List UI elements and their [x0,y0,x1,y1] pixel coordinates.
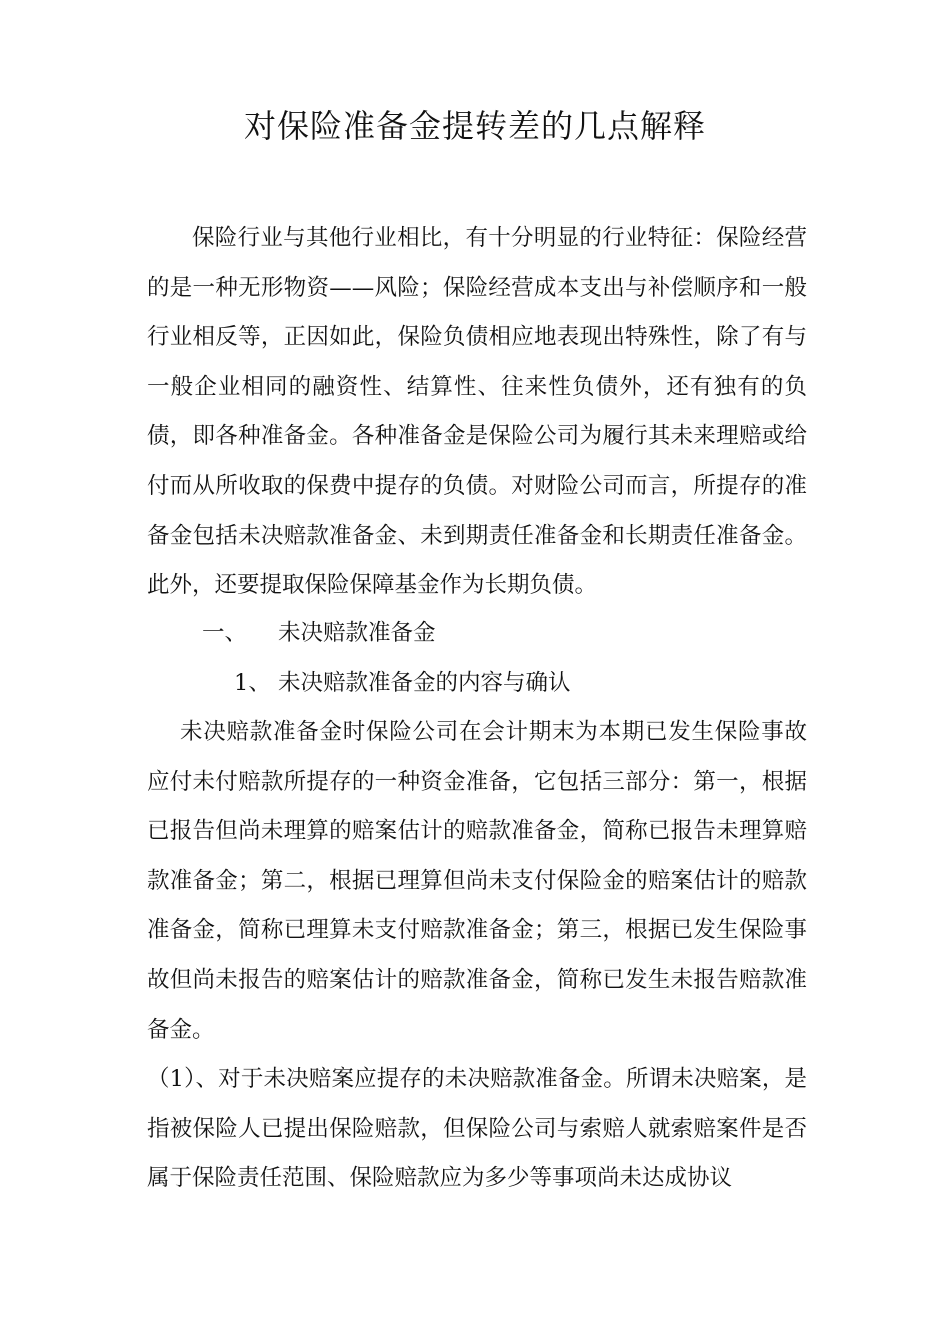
subsection-heading-1-text: 未决赔款准备金的内容与确认 [278,670,571,696]
paragraph-intro: 保险行业与其他行业相比，有十分明显的行业特征：保险经营的是一种无形物资——风险；保险经营成本支出与补偿顺序和一般行业相反等，正因如此，保险负债相应地表现出特殊性，除了有与一般企业相同的融资性、结算性、往来性负债外，还有独有的负债，即各种准备金。各种准备金是保险公司为履行其未来理赔或给付而从所收取的保费中提存的负债。对财险公司而言，所提存的准备金包括未决赔款准备金、未到期责任准备金和长期责任准备金。此外，还要提取保险保障基金作为长期负债。 [147,225,807,599]
section-heading-1 [202,609,436,659]
subsection-heading-1 [234,659,571,709]
subsection-heading-1-number: 1、 [234,670,271,696]
paragraph-pending-claims: （1）、对于未决赔案应提存的未决赔款准备金。所谓未决赔案，是指被保险人已提出保险赔款，但保险公司与索赔人就索赔案件是否属于保险责任范围、保险赔款应为多少等事项尚未达成协议 [147,1066,807,1192]
paragraph-reserve-definition: 未决赔款准备金时保险公司在会计期末为本期已发生保险事故应付未付赔款所提存的一种资金准备，它包括三部分：第一，根据已报告但尚未理算的赔案估计的赔款准备金，简称已报告未理算赔款准备金；第二，根据已理算但尚未支付保险金的赔案估计的赔款准备金，简称已理算未支付赔款准备金；第三，根据已发生保险事故但尚未报告的赔案估计的赔款准备金，简称已发生未报告赔款准备金。 [147,719,807,1043]
section-heading-1-number: 一、 [202,620,248,646]
section-heading-1-text: 未决赔款准备金 [278,620,436,646]
document-title: 对保险准备金提转差的几点解释 [243,107,706,145]
